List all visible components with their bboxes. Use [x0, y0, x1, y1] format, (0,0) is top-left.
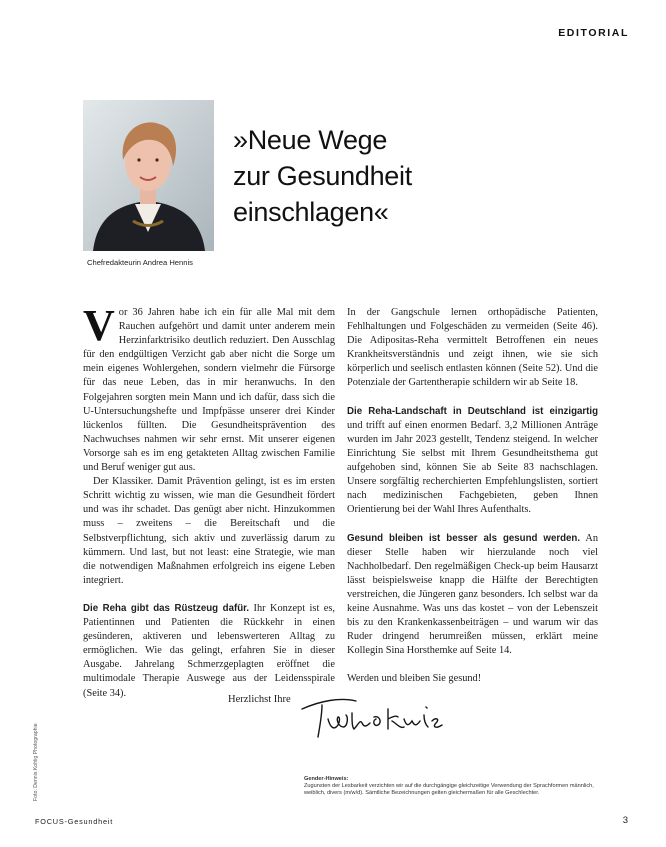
headline-line: zur Gesundheit: [233, 161, 412, 191]
headline-line: »Neue Wege: [233, 125, 388, 155]
paragraph-lead: Die Reha-Landschaft in Deutschland ist einzigartig: [347, 405, 598, 417]
photo-caption: Chefredakteurin Andrea Hennis: [87, 258, 193, 267]
section-label: EDITORIAL: [558, 27, 629, 39]
paragraph: [347, 405, 598, 518]
gender-note: [304, 776, 604, 797]
drop-cap: V: [83, 301, 115, 350]
text-column-left: [83, 301, 335, 701]
photo-credit-text: Foto: Dennis Kohlig Photographie: [33, 723, 39, 801]
paragraph: [347, 532, 598, 659]
gender-note-title: Gender-Hinweis:: [304, 776, 349, 782]
gender-note-text: Zugunsten der Lesbarkeit verzichten wir auf die durchgängige gleichzeitige Verwendung der Sprachformen männlich, weiblich, divers (m/w/d). Sämtliche Bezeichnungen gelten gleichermaßen für alle Geschlechter.: [304, 783, 594, 796]
paragraph: In der Gangschule lernen orthopädische Patienten, Fehlhaltungen und Folgeschäden zu vermeiden (Seite 46). Die Adipositas-Reha vermittelt Betroffenen ein neues Krankheitsverständnis und zeigt ihnen, wie sie sich körperlich und seelisch entlasten können (Seite 52). Und die Potenziale der Gartentherapie schildern wir ab Seite 18.: [347, 307, 598, 389]
paragraph-lead: Die Reha gibt das Rüstzeug dafür.: [83, 602, 250, 614]
page-number: 3: [622, 815, 628, 826]
paragraph-text: und trifft auf einen enormen Bedarf. 3,2 Millionen Anträge wurden im Jahr 2023 gestellt, Tendenz steigend. In welcher Einrichtung Sie selbst mit Ihrem Gesundheitsthema gut aufgehoben sind, können Sie ab Seite 83 nachschlagen. Unsere sorgfältig recherchierten Empfehlungslisten, sortiert nach medizinischen Fachgebieten, geben Ihnen Orientierung bei der Wahl Ihres Aufenthalts.: [347, 419, 598, 516]
paragraph-lead: Gesund bleiben ist besser als gesund werden.: [347, 532, 581, 544]
paragraph: Der Klassiker. Damit Prävention gelingt, ist es im ersten Schritt wichtig zu wissen, wie man die Gesundheit fördert und was ihr schadet. Das genügt aber nicht. Hinzukommen muss – zweitens – die Bereitschaft und die Selbstverpflichtung, sich aktiv und zuverlässig darum zu kümmern. Und last, but not least: eine Strategie, wie man die notwendigen Maßnahmen erfolgreich ins eigene Leben integriert.: [83, 476, 335, 586]
headline-line: einschlagen«: [233, 197, 389, 227]
paragraph: Werden und bleiben Sie gesund!: [347, 673, 482, 685]
footer-brand: FOCUS-Gesundheit: [35, 817, 114, 826]
paragraph: [83, 301, 335, 475]
headline: [233, 122, 412, 230]
paragraph-text: An dieser Stelle haben wir hierzulande noch viel Nachholbedarf. Den regelmäßigen Check-up beim Hausarzt lässt beispielsweise knapp die Hälfte der Berechtigten verstreichen, die Jüngeren ganz besonders. Ich selbst war da keine Ausnahme. Was uns das kostet – von der Lebenszeit bis zu den Krankenkassenbeiträgen – und warum wir das Ruder dringend herumreißen müssen, erklärt meine Kollegin Sina Horsthemke auf Seite 14.: [347, 532, 598, 657]
paragraph-text: or 36 Jahren habe ich ein für alle Mal mit dem Rauchen aufgehört und damit unter anderem mein Herzinfarktrisiko deutlich reduziert. Den Ausschlag für den endgültigen Verzicht gab aber nicht die Sorge um mein eigenes Wohlergehen, sondern vielmehr die Fürsorge für das neue Leben, das in mir heranwuchs. In den Folgejahren sorgten mein Mann und ich dafür, dass sich die U-Untersuchungshefte und Impfpässe unserer drei Kinder lückenlos füllten. Die Gesundheitsprävention des Nachwuchses nahmen wir sehr ernst. Mit unserer eigenen Vorsorge sah es im eng getakteten Alltag zwischen Familie und Beruf weniger gut aus.: [83, 307, 335, 474]
signoff: Herzlichst Ihre: [228, 694, 291, 705]
author-portrait: [83, 100, 214, 251]
paragraph: [83, 602, 335, 701]
paragraph-text: Ihr Konzept ist es, Patientinnen und Patienten die Rückkehr in einen gesünderen, aktiveren und lebenswerteren Alltag zu ermöglichen. Wie das gelingt, erfahren Sie in dieser Ausgabe. Jahrelang Schmerzgeplagten eröffnet die multimodale Therapie Auswege aus der Leidensspirale (Seite 34).: [83, 602, 335, 699]
signature-image: [300, 695, 450, 750]
text-column-right: [347, 306, 598, 687]
photo-credit: [30, 712, 40, 802]
